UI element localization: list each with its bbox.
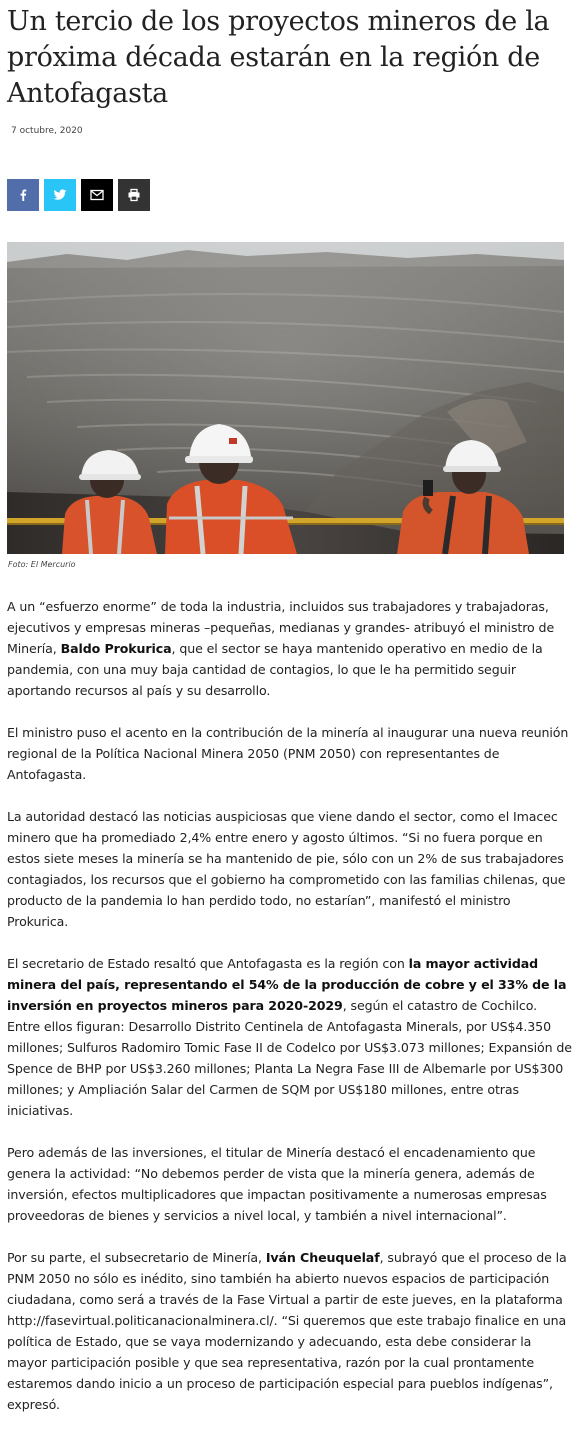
paragraph-text: Por su parte, el subsecretario de Minería, bbox=[7, 1250, 266, 1265]
article-paragraph bbox=[7, 806, 573, 932]
share-twitter-button[interactable] bbox=[44, 179, 76, 211]
paragraph-text: El ministro puso el acento en la contribución de la minería al inaugurar una nueva reunión regional de la Política Nacional Minera 2050 (PNM 2050) con representantes de Antofagasta. bbox=[7, 725, 569, 782]
article-paragraph bbox=[7, 953, 573, 1121]
share-bar bbox=[7, 179, 150, 211]
envelope-icon bbox=[90, 189, 104, 201]
facebook-icon bbox=[16, 188, 30, 202]
publish-date: 7 octubre, 2020 bbox=[11, 126, 83, 136]
paragraph-text: A un “esfuerzo enorme” de toda la industria, incluidos sus trabajadores y trabajadoras, ejecutivos y empresas mineras –pequeñas, medianas y grandes- atribuyó el ministro de Minería, bbox=[7, 599, 555, 656]
mine-photo bbox=[7, 242, 564, 554]
article-paragraph bbox=[7, 722, 573, 785]
twitter-icon bbox=[53, 188, 67, 202]
paragraph-bold-text: Baldo Prokurica bbox=[60, 641, 172, 656]
paragraph-text: Pero además de las inversiones, el titular de Minería destacó el encadenamiento que genera la actividad: “No debemos perder de vista que la minería genera, además de inversión, efectos multiplicadores que impactan positivamente a numerosas empresas proveedoras de bienes y servicios a nivel local, y también a nivel internacional”. bbox=[7, 1145, 547, 1223]
article-paragraph bbox=[7, 1142, 573, 1226]
article-hero-image bbox=[7, 242, 564, 554]
paragraph-text: , subrayó que el proceso de la PNM 2050 no sólo es inédito, sino también ha abierto nuevos espacios de participación ciudadana, como será a través de la Fase Virtual a partir de este jueves, en la plataforma http://fasevirtual.politicanacionalminera.cl/. “Si queremos que este trabajo finalice en una política de Estado, que se vaya modernizando y adecuando, esta debe considerar la mayor participación posible y que sea representativa, razón por la cual prontamente estaremos dando inicio a un proceso de participación especial para pueblos indígenas”, expresó. bbox=[7, 1250, 567, 1412]
paragraph-text: , según el catastro de Cochilco. Entre ellos figuran: Desarrollo Distrito Centinela de Antofagasta Minerals, por US$4.350 millones; Sulfuros Radomiro Tomic Fase II de Codelco por US$3.073 millones; Expansión de Spence de BHP por US$3.260 millones; Planta La Negra Fase III de Albemarle por US$300 millones; y Ampliación Salar del Carmen de SQM por US$180 millones, entre otras iniciativas. bbox=[7, 998, 572, 1118]
share-facebook-button[interactable] bbox=[7, 179, 39, 211]
paragraph-bold-text: Iván Cheuquelaf bbox=[265, 1250, 380, 1265]
article-title: Un tercio de los proyectos mineros de la próxima década estarán en la región de Antofagasta bbox=[7, 6, 550, 109]
image-caption: Foto: El Mercurio bbox=[8, 560, 76, 569]
share-print-button[interactable] bbox=[118, 179, 150, 211]
printer-icon bbox=[127, 188, 141, 202]
article-paragraph bbox=[7, 596, 573, 701]
paragraph-text: El secretario de Estado resaltó que Antofagasta es la región con bbox=[7, 956, 409, 971]
paragraph-bold-text: la mayor actividad minera del país, representando el 54% de la producción de cobre y el 33% de la inversión en proyectos mineros para 2020-2029 bbox=[7, 956, 567, 1013]
article-paragraph bbox=[7, 1247, 573, 1415]
paragraph-text: , que el sector se haya mantenido operativo en medio de la pandemia, con una muy baja cantidad de contagios, lo que le ha permitido seguir aportando recursos al país y su desarrollo. bbox=[7, 641, 543, 698]
article-body bbox=[7, 596, 573, 1436]
paragraph-text: La autoridad destacó las noticias auspiciosas que viene dando el sector, como el Imacec minero que ha promediado 2,4% entre enero y agosto últimos. “Si no fuera porque en estos siete meses la minería se ha mantenido de pie, sólo con un 2% de sus trabajadores contagiados, los recursos que el gobierno ha comprometido con las familias chilenas, que producto de la pandemia lo han perdido todo, no estarían”, manifestó el ministro Prokurica. bbox=[7, 809, 566, 929]
share-email-button[interactable] bbox=[81, 179, 113, 211]
